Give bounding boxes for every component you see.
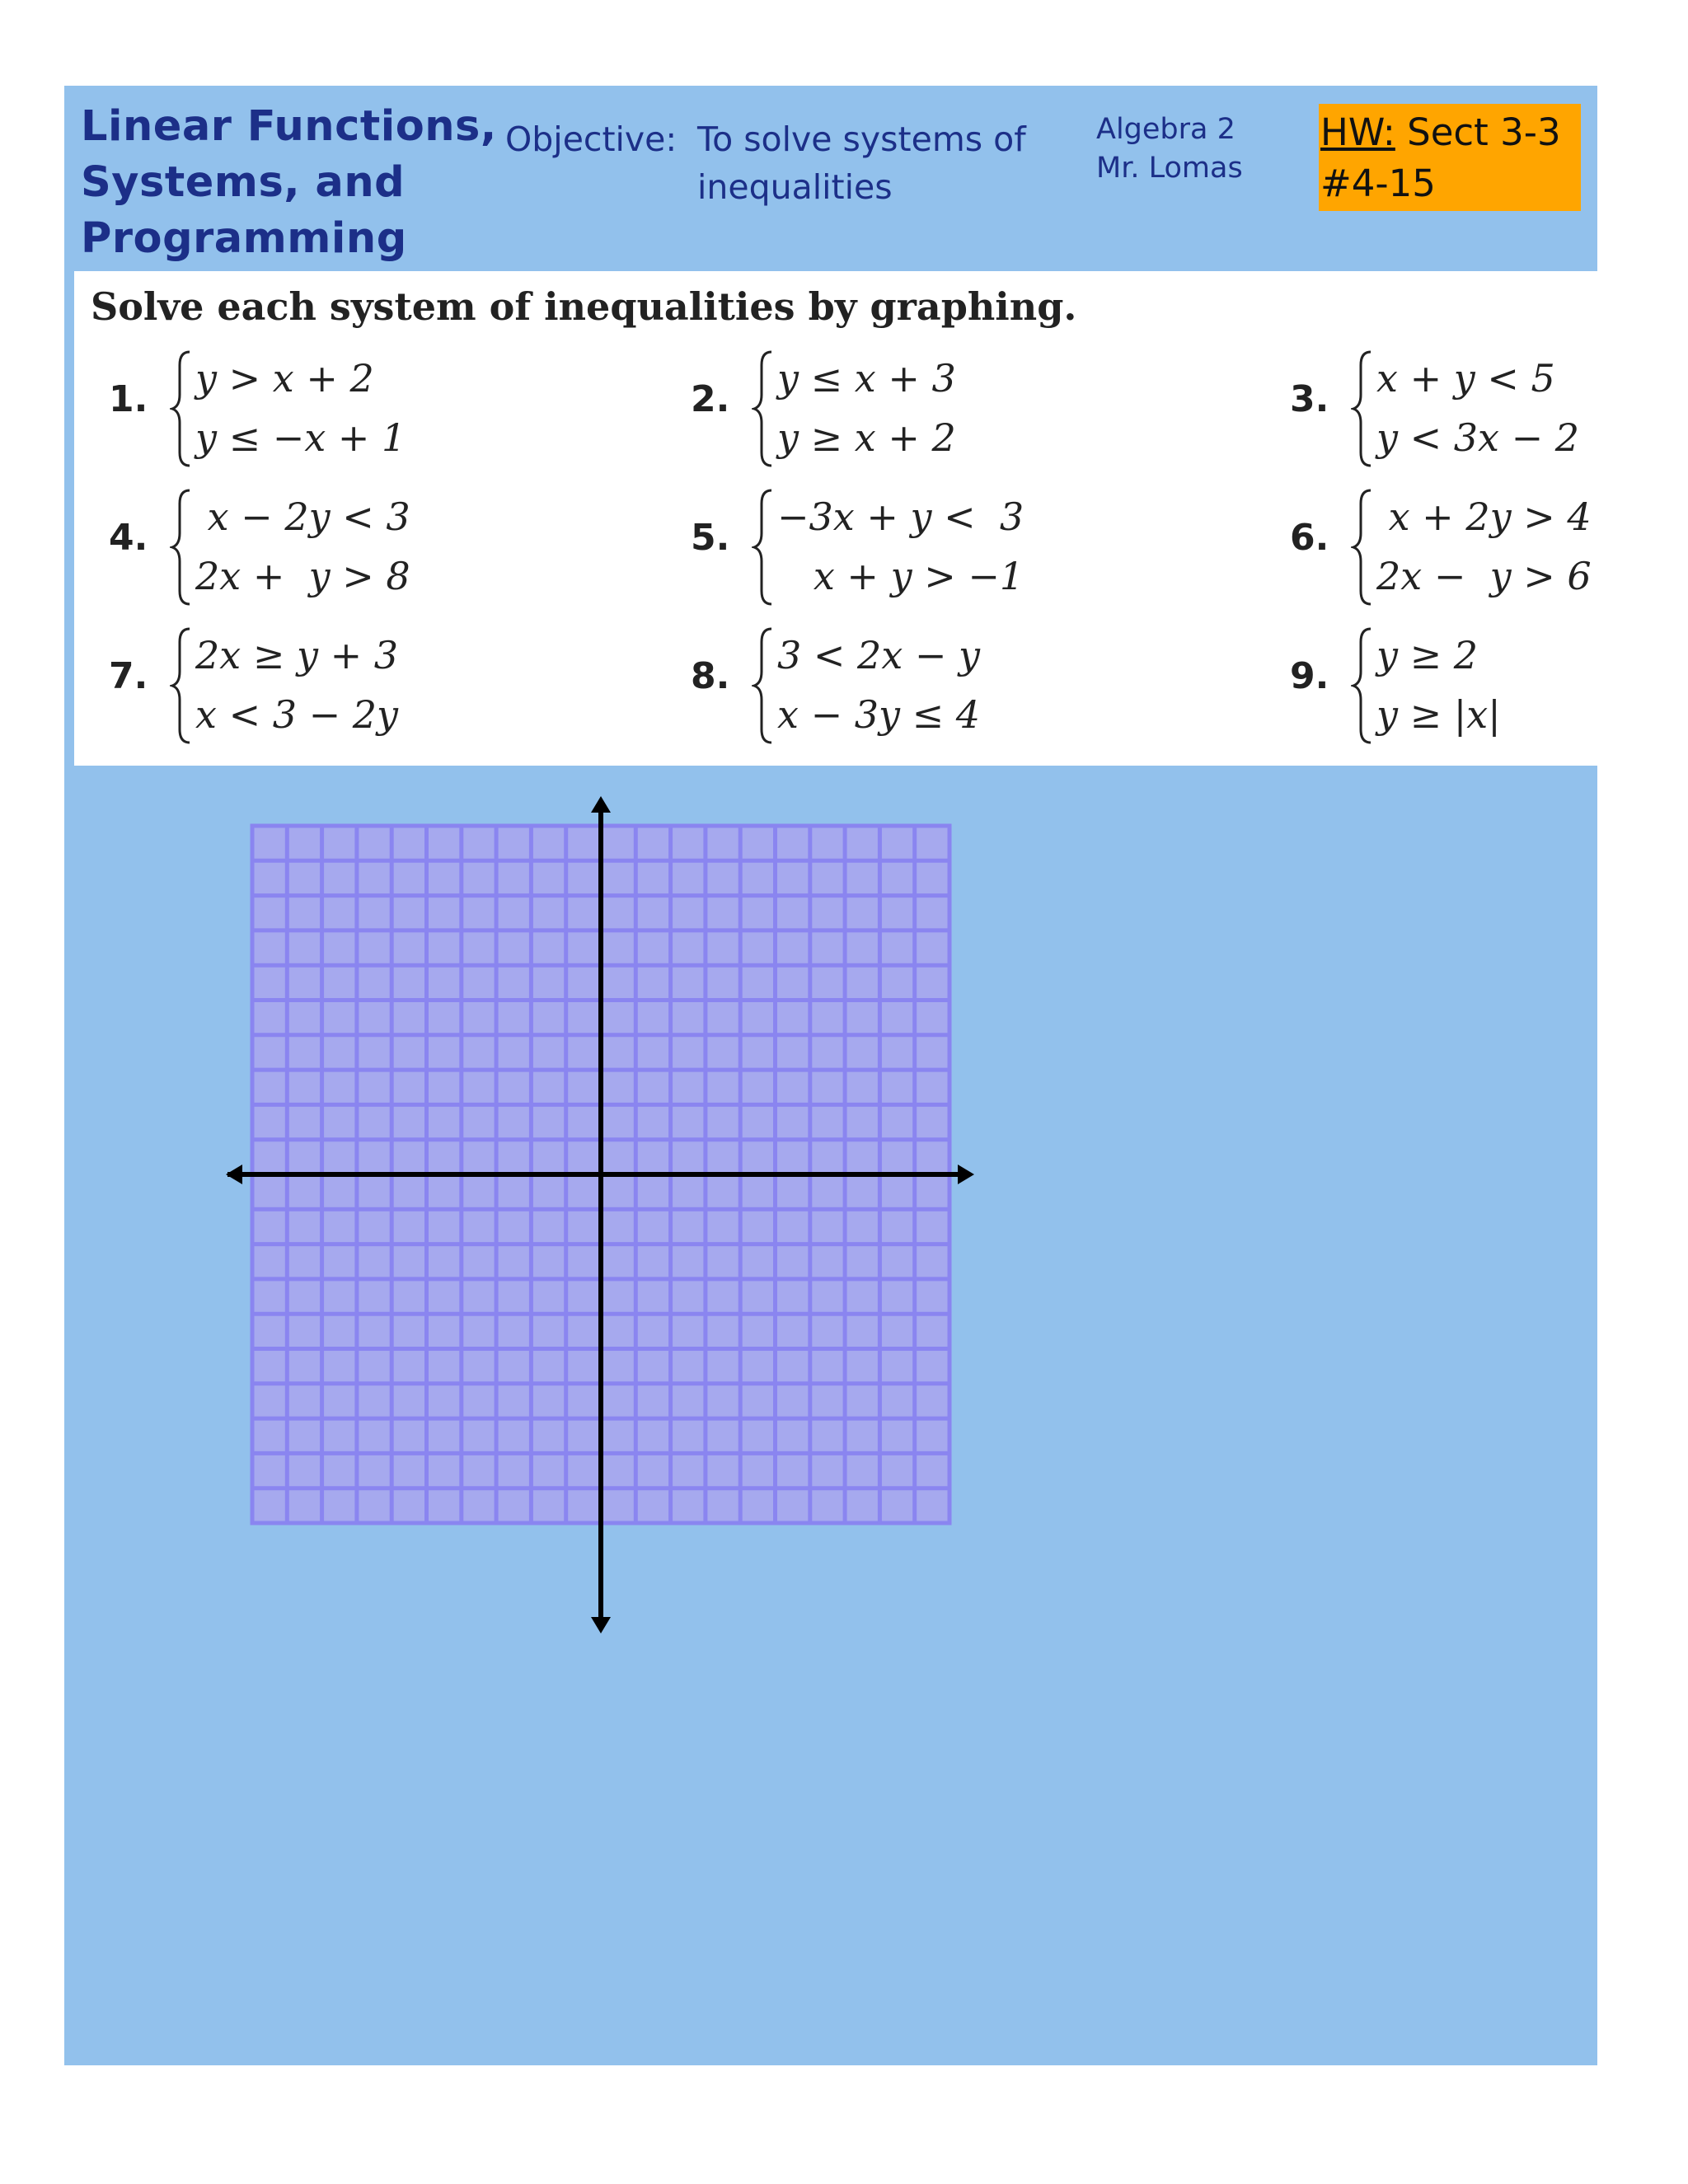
inequality: y ≥ 2 xyxy=(1376,633,1479,677)
problem-number: 5. xyxy=(691,517,730,559)
problem-6 xyxy=(1290,485,1603,617)
inequality: x < 3 − 2y xyxy=(195,692,399,737)
inequality: x − 2y < 3 xyxy=(195,494,410,539)
inequality-system xyxy=(1376,487,1592,606)
inequality: x + y < 5 xyxy=(1376,356,1555,401)
x-axis-arrow-left-icon xyxy=(226,1165,242,1184)
brace-icon xyxy=(752,485,776,609)
course-name: Algebra 2 xyxy=(1096,113,1236,146)
problem-number: 9. xyxy=(1290,655,1329,697)
inequality-system xyxy=(777,487,1024,606)
problem-7 xyxy=(109,624,422,756)
brace-icon xyxy=(752,347,776,471)
worksheet-panel xyxy=(64,86,1597,2065)
inequality: x − 3y ≤ 4 xyxy=(777,692,981,737)
problem-8 xyxy=(691,624,1004,756)
problem-4 xyxy=(109,485,422,617)
inequality: 3 < 2x − y xyxy=(777,633,981,677)
problem-5 xyxy=(691,485,1025,617)
inequality: 2x + y > 8 xyxy=(195,554,410,598)
inequality: y ≥ x + 2 xyxy=(777,415,956,460)
brace-icon xyxy=(170,485,195,609)
inequality: y < 3x − 2 xyxy=(1376,415,1580,460)
inequality: y ≥ |x| xyxy=(1376,692,1501,737)
problem-number: 2. xyxy=(691,378,730,420)
course-info xyxy=(1096,110,1286,188)
inequality: y > x + 2 xyxy=(195,356,374,401)
brace-icon xyxy=(752,624,776,748)
objective-label: Objective: xyxy=(505,120,678,159)
inequality: y ≤ x + 3 xyxy=(777,356,956,401)
inequality: −3x + y < 3 xyxy=(777,494,1025,539)
y-axis-arrow-up-icon xyxy=(591,796,611,813)
inequality-system xyxy=(1376,349,1579,467)
objective-line: inequalities xyxy=(697,167,893,207)
homework-label: HW: xyxy=(1320,110,1395,154)
brace-icon xyxy=(1351,624,1376,748)
problem-3 xyxy=(1290,347,1603,479)
inequality: 2x ≥ y + 3 xyxy=(195,633,399,677)
inequality-system xyxy=(195,349,406,467)
inequality: 2x − y > 6 xyxy=(1376,554,1592,598)
y-axis-arrow-down-icon xyxy=(591,1617,611,1633)
title-line: Linear Functions, xyxy=(81,102,497,151)
homework-problems: #4-15 xyxy=(1320,162,1436,205)
problem-number: 1. xyxy=(109,378,148,420)
brace-icon xyxy=(170,624,195,748)
instruction: Solve each system of inequalities by graphing. xyxy=(91,284,1077,329)
problem-1 xyxy=(109,347,422,479)
homework-badge xyxy=(1319,104,1581,211)
problem-number: 8. xyxy=(691,655,730,697)
inequality-system xyxy=(777,349,956,467)
problem-set xyxy=(74,271,1597,766)
title-line: Systems, and xyxy=(81,158,406,207)
problem-number: 7. xyxy=(109,655,148,697)
header xyxy=(64,86,1597,271)
coordinate-grid xyxy=(155,796,974,1633)
homework-section: Sect 3-3 xyxy=(1407,110,1561,154)
inequality-system xyxy=(1376,626,1501,744)
inequality-system xyxy=(195,487,410,606)
inequality-system xyxy=(777,626,980,744)
brace-icon xyxy=(1351,347,1376,471)
brace-icon xyxy=(170,347,195,471)
inequality: x + y > −1 xyxy=(777,554,1025,598)
objective-line: To solve systems of xyxy=(697,120,1026,159)
title-line: Programming xyxy=(81,214,407,263)
teacher-name: Mr. Lomas xyxy=(1096,152,1243,185)
problem-9 xyxy=(1290,624,1603,756)
problem-number: 3. xyxy=(1290,378,1329,420)
inequality-system xyxy=(195,626,398,744)
problem-2 xyxy=(691,347,1004,479)
problem-number: 4. xyxy=(109,517,148,559)
inequality: y ≤ −x + 1 xyxy=(195,415,406,460)
brace-icon xyxy=(1351,485,1376,609)
page-title xyxy=(81,99,509,267)
problem-number: 6. xyxy=(1290,517,1329,559)
objective-text xyxy=(697,115,1085,211)
inequality: x + 2y > 4 xyxy=(1376,494,1592,539)
x-axis-arrow-right-icon xyxy=(958,1165,974,1184)
